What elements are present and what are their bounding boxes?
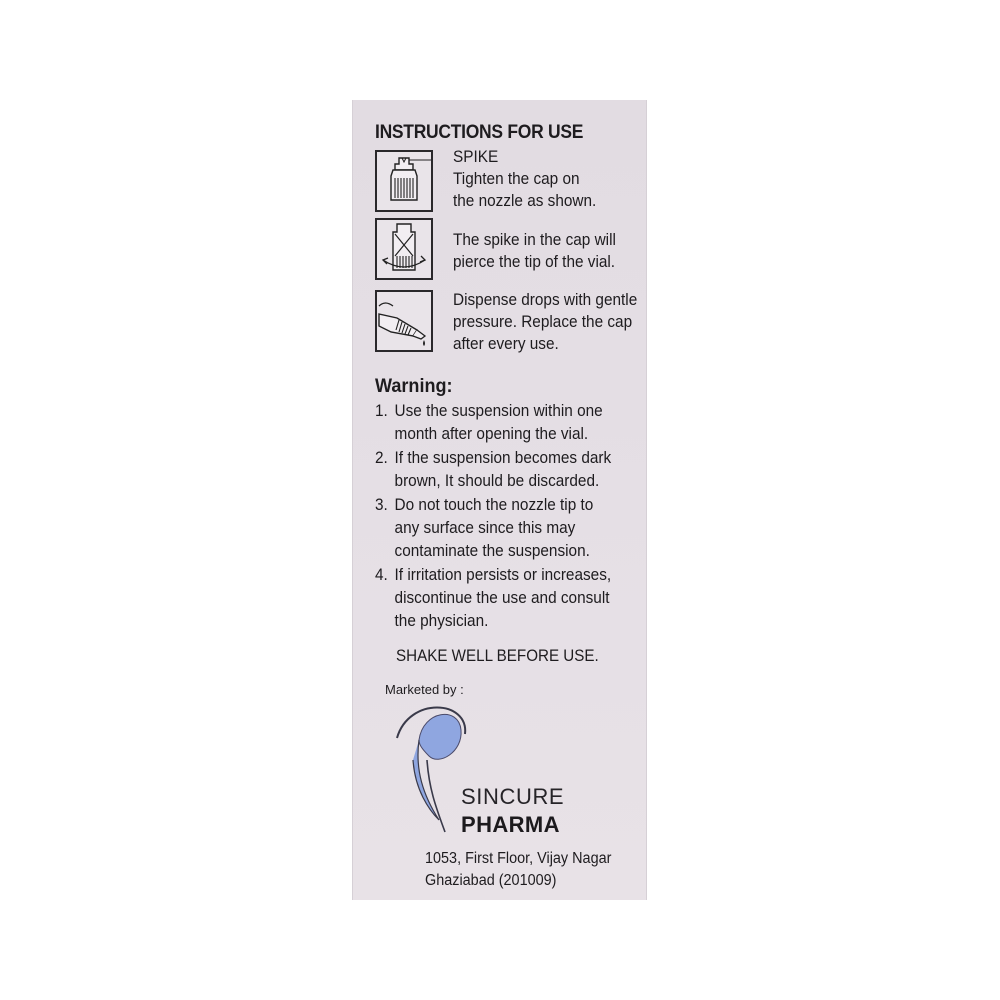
step-3-text	[453, 289, 637, 355]
dispense-drops-icon	[375, 290, 433, 352]
step-3-line-1: Dispense drops with gentle	[453, 291, 638, 309]
warning-item-1-line-1: Use the suspension within one	[394, 402, 603, 420]
warning-item-4-number: 4.	[375, 566, 388, 584]
step-1-line-3: the nozzle as shown.	[453, 192, 597, 210]
shake-well-note: SHAKE WELL BEFORE USE.	[396, 647, 599, 665]
pierce-vial-icon	[375, 218, 433, 280]
warning-item-4	[375, 564, 645, 633]
address-line-2: Ghaziabad (201009)	[425, 872, 557, 889]
warning-item-2-number: 2.	[375, 449, 388, 467]
warning-item-3-line-1: Do not touch the nozzle tip to	[394, 496, 594, 514]
step-1-label: SPIKE	[453, 148, 499, 166]
sincure-logo-icon	[389, 700, 469, 840]
warning-item-3	[375, 494, 645, 563]
cap-spike-icon	[375, 150, 433, 212]
warning-item-2	[375, 447, 645, 493]
warning-item-3-line-3: contaminate the suspension.	[394, 542, 590, 560]
address-line-1: 1053, First Floor, Vijay Nagar	[425, 850, 612, 867]
brand-name-line-1: SINCURE	[461, 784, 565, 809]
warning-item-1	[375, 400, 645, 446]
brand-name-line-2: PHARMA	[461, 812, 560, 837]
warning-item-4-line-3: the physician.	[394, 612, 489, 630]
step-2-text	[453, 229, 616, 273]
warning-item-2-line-1: If the suspension becomes dark	[394, 449, 612, 467]
step-3-line-2: pressure. Replace the cap	[453, 313, 633, 331]
instructions-heading: INSTRUCTIONS FOR USE	[375, 122, 584, 143]
step-2-line-2: pierce the tip of the vial.	[453, 253, 616, 271]
warning-item-2-line-2: brown, It should be discarded.	[394, 472, 600, 490]
warning-item-1-line-2: month after opening the vial.	[394, 425, 589, 443]
marketed-by-label: Marketed by :	[385, 682, 464, 697]
warning-item-4-line-1: If irritation persists or increases,	[394, 566, 612, 584]
warning-title: Warning:	[375, 376, 453, 397]
step-1-text	[453, 146, 596, 212]
address-block	[425, 848, 611, 892]
step-2-line-1: The spike in the cap will	[453, 231, 616, 249]
warning-item-3-line-2: any surface since this may	[394, 519, 576, 537]
carton-side-panel	[352, 100, 647, 900]
warning-item-4-line-2: discontinue the use and consult	[394, 589, 610, 607]
step-3-line-3: after every use.	[453, 335, 559, 353]
warning-item-1-number: 1.	[375, 402, 388, 420]
step-1-line-2: Tighten the cap on	[453, 170, 580, 188]
warning-item-3-number: 3.	[375, 496, 388, 514]
